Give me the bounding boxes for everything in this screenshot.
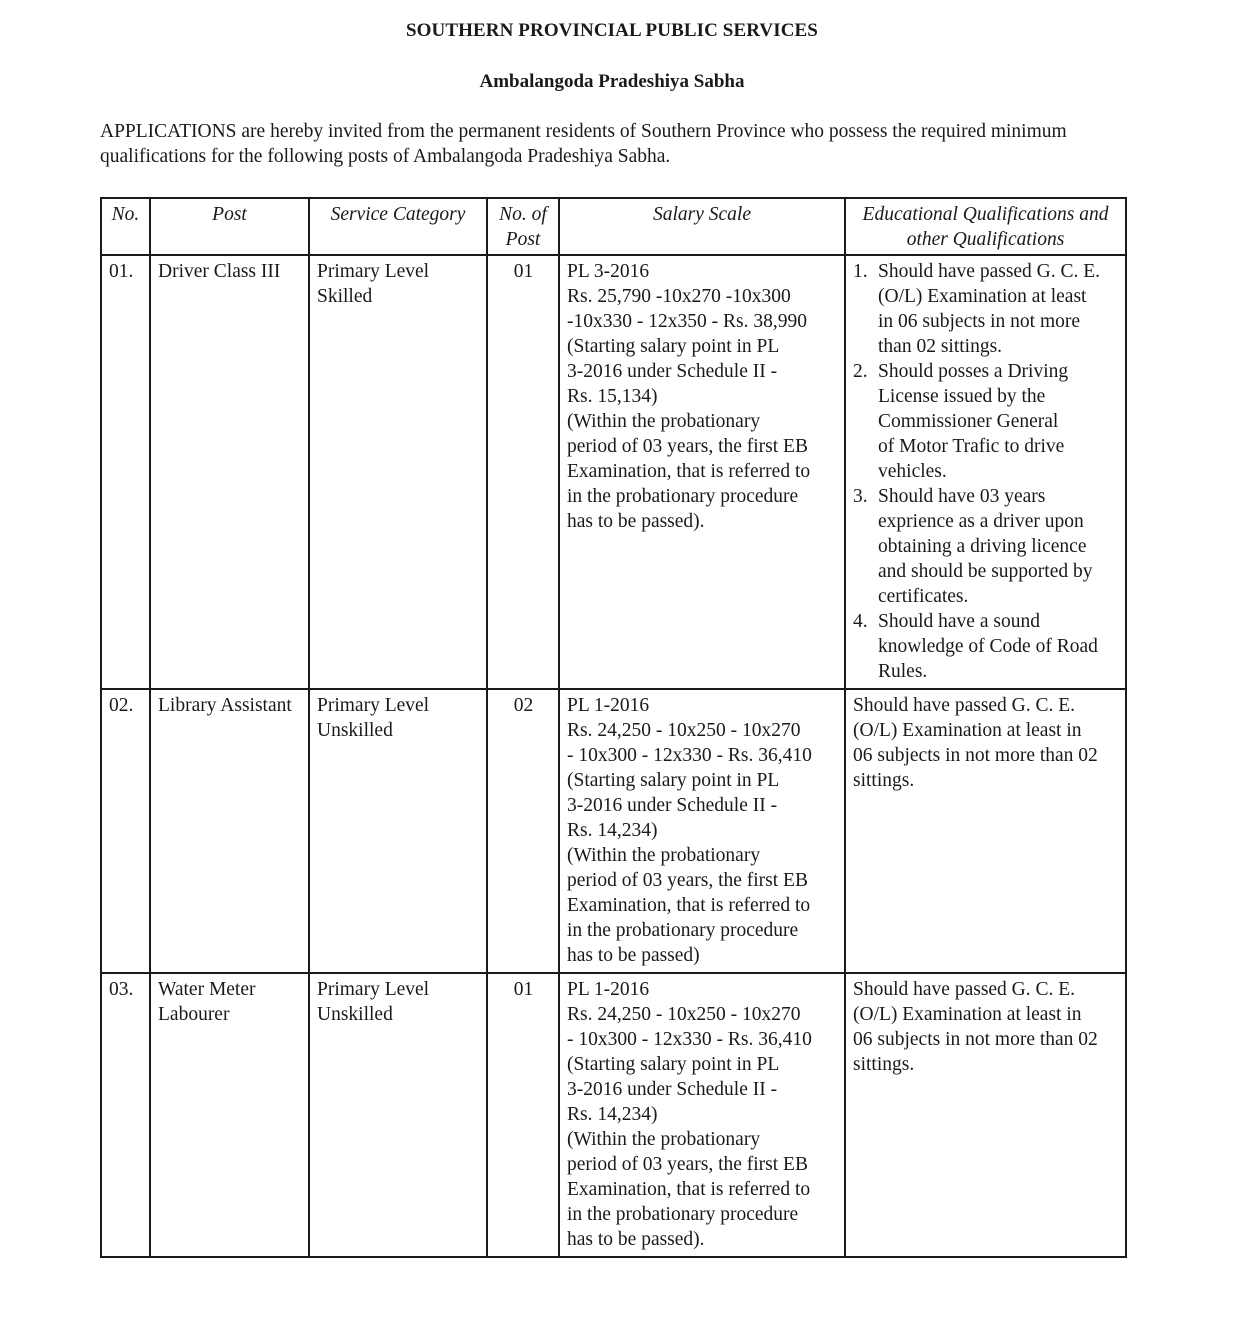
salary-line: in the probationary procedure xyxy=(567,486,799,507)
post-name-line: Driver Class III xyxy=(158,261,281,282)
qualification-line: knowledge of Code of Road xyxy=(878,636,1098,657)
cell-qualifications xyxy=(845,255,1126,689)
qualification-line: in 06 subjects in not more xyxy=(878,311,1081,332)
qualification-line: and should be supported by xyxy=(878,561,1093,582)
posts-table xyxy=(100,197,1127,1258)
salary-line: (Within the probationary xyxy=(567,411,761,432)
header-no-of-post: No. of Post xyxy=(487,198,559,255)
qualification-line: exprience as a driver upon xyxy=(878,511,1084,532)
cell-qualifications xyxy=(845,689,1126,973)
category-line: Primary Level xyxy=(317,695,430,716)
cell-no-of-post xyxy=(487,255,559,689)
qualification-list xyxy=(853,259,1119,684)
salary-line: Rs. 14,234) xyxy=(567,1104,658,1125)
cell-post xyxy=(150,689,309,973)
salary-line: Rs. 24,250 - 10x250 - 10x270 xyxy=(567,720,801,741)
row-number: 02. xyxy=(109,695,134,716)
qualification-line: (O/L) Examination at least in xyxy=(853,1004,1082,1025)
salary-line: 3-2016 under Schedule II - xyxy=(567,1079,778,1100)
cell-salary-scale xyxy=(559,973,845,1257)
salary-line: Examination, that is referred to xyxy=(567,1179,811,1200)
intro-paragraph xyxy=(100,119,1140,169)
qualification-line: (O/L) Examination at least xyxy=(878,286,1087,307)
cell-service-category xyxy=(309,689,487,973)
post-count: 02 xyxy=(513,695,534,716)
table-row xyxy=(101,973,1126,1257)
salary-line: (Starting salary point in PL xyxy=(567,1054,780,1075)
qualification-line: Should posses a Driving xyxy=(878,361,1069,382)
salary-line: period of 03 years, the first EB xyxy=(567,1154,808,1175)
salary-line: - 10x300 - 12x330 - Rs. 36,410 xyxy=(567,745,812,766)
salary-line: Rs. 24,250 - 10x250 - 10x270 xyxy=(567,1004,801,1025)
qualification-number: 1. xyxy=(853,261,868,282)
qualification-item xyxy=(853,359,1119,484)
qualification-line: Should have passed G. C. E. xyxy=(878,261,1101,282)
salary-line: in the probationary procedure xyxy=(567,1204,799,1225)
post-name-line: Water Meter xyxy=(158,979,256,1000)
salary-line: Rs. 15,134) xyxy=(567,386,658,407)
cell-service-category xyxy=(309,255,487,689)
salary-line: in the probationary procedure xyxy=(567,920,799,941)
category-line: Primary Level xyxy=(317,261,430,282)
qualification-line: sittings. xyxy=(853,1054,915,1075)
category-line: Unskilled xyxy=(317,1004,393,1025)
qualification-line: vehicles. xyxy=(878,461,947,482)
cell-no xyxy=(101,973,150,1257)
qualification-line: Rules. xyxy=(878,661,928,682)
cell-salary-scale xyxy=(559,255,845,689)
salary-line: (Starting salary point in PL xyxy=(567,336,780,357)
salary-line: PL 1-2016 xyxy=(567,695,650,716)
qualification-line: Should have passed G. C. E. xyxy=(853,979,1076,1000)
cell-post xyxy=(150,255,309,689)
post-count: 01 xyxy=(513,979,534,1000)
qualification-line: obtaining a driving licence xyxy=(878,536,1087,557)
page-title: SOUTHERN PROVINCIAL PUBLIC SERVICES xyxy=(406,20,818,41)
qualification-line: License issued by the xyxy=(878,386,1046,407)
salary-line: has to be passed). xyxy=(567,511,705,532)
category-line: Primary Level xyxy=(317,979,430,1000)
qualification-line: 06 subjects in not more than 02 xyxy=(853,1029,1098,1050)
salary-line: PL 1-2016 xyxy=(567,979,650,1000)
salary-line: Rs. 25,790 -10x270 -10x300 xyxy=(567,286,791,307)
salary-line: Examination, that is referred to xyxy=(567,461,811,482)
qualification-line: of Motor Trafic to drive xyxy=(878,436,1065,457)
qualification-line: certificates. xyxy=(878,586,969,607)
qualification-number: 2. xyxy=(853,361,868,382)
salary-line: Rs. 14,234) xyxy=(567,820,658,841)
post-name-line: Library Assistant xyxy=(158,695,292,716)
salary-line: 3-2016 under Schedule II - xyxy=(567,795,778,816)
qualification-line: Should have a sound xyxy=(878,611,1040,632)
qualification-line: Commissioner General xyxy=(878,411,1059,432)
cell-no-of-post xyxy=(487,689,559,973)
salary-line: (Within the probationary xyxy=(567,845,761,866)
table-header-row xyxy=(101,198,1126,255)
qualification-line: Should have 03 years xyxy=(878,486,1046,507)
header-service-category: Service Category xyxy=(309,198,487,255)
qualification-line: than 02 sittings. xyxy=(878,336,1003,357)
salary-line: - 10x300 - 12x330 - Rs. 36,410 xyxy=(567,1029,812,1050)
qualification-number: 3. xyxy=(853,486,868,507)
table-row xyxy=(101,689,1126,973)
intro-line: qualifications for the following posts of Ambalangoda Pradeshiya Sabha. xyxy=(100,146,671,167)
qualification-line: (O/L) Examination at least in xyxy=(853,720,1082,741)
salary-line: period of 03 years, the first EB xyxy=(567,436,808,457)
cell-service-category xyxy=(309,973,487,1257)
header-post: Post xyxy=(150,198,309,255)
table-row xyxy=(101,255,1126,689)
header-salary-scale: Salary Scale xyxy=(559,198,845,255)
qualification-line: Should have passed G. C. E. xyxy=(853,695,1076,716)
salary-line: has to be passed). xyxy=(567,1229,705,1250)
qualification-item xyxy=(853,484,1119,609)
category-line: Unskilled xyxy=(317,720,393,741)
qualification-line: sittings. xyxy=(853,770,915,791)
row-number: 03. xyxy=(109,979,134,1000)
salary-line: (Starting salary point in PL xyxy=(567,770,780,791)
salary-line: PL 3-2016 xyxy=(567,261,650,282)
qualification-item xyxy=(853,609,1119,684)
post-count: 01 xyxy=(513,261,534,282)
cell-post xyxy=(150,973,309,1257)
salary-line: period of 03 years, the first EB xyxy=(567,870,808,891)
cell-no xyxy=(101,689,150,973)
salary-line: has to be passed) xyxy=(567,945,700,966)
cell-no-of-post xyxy=(487,973,559,1257)
header-no: No. xyxy=(101,198,150,255)
salary-line: 3-2016 under Schedule II - xyxy=(567,361,778,382)
salary-line: -10x330 - 12x350 - Rs. 38,990 xyxy=(567,311,807,332)
qualification-line: 06 subjects in not more than 02 xyxy=(853,745,1098,766)
salary-line: Examination, that is referred to xyxy=(567,895,811,916)
qualification-item xyxy=(853,259,1119,359)
cell-no xyxy=(101,255,150,689)
page-subtitle: Ambalangoda Pradeshiya Sabha xyxy=(479,71,745,92)
row-number: 01. xyxy=(109,261,134,282)
cell-qualifications xyxy=(845,973,1126,1257)
post-name-line: Labourer xyxy=(158,1004,230,1025)
qualification-number: 4. xyxy=(853,611,868,632)
intro-line: APPLICATIONS are hereby invited from the permanent residents of Southern Province who possess the required minimum xyxy=(100,121,1067,142)
cell-salary-scale xyxy=(559,689,845,973)
category-line: Skilled xyxy=(317,286,373,307)
header-qualifications: Educational Qualifications and other Qualifications xyxy=(845,198,1126,255)
salary-line: (Within the probationary xyxy=(567,1129,761,1150)
